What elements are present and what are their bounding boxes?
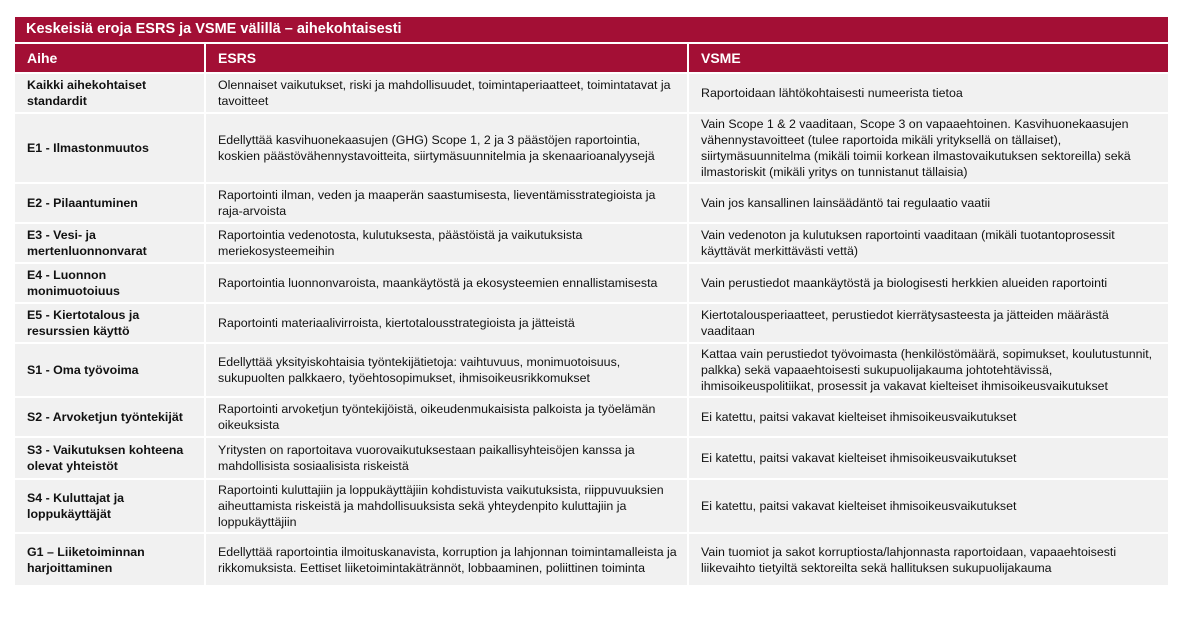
vsme-cell: Vain perustiedot maankäytöstä ja biologisesti herkkien alueiden raportointi [688, 263, 1168, 303]
esrs-cell: Edellyttää raportointia ilmoituskanavista, korruption ja lahjonnan toimintamalleista ja rikkomuksista. Eettiset liiketoimintakätrännöt, lobbaaminen, poliittinen toiminta [205, 533, 688, 585]
vsme-cell: Raportoidaan lähtökohtaisesti numeerista tietoa [688, 73, 1168, 113]
comparison-slide [15, 17, 1168, 585]
table-row [15, 263, 1168, 303]
esrs-cell: Raportointia luonnonvaroista, maankäytöstä ja ekosysteemien ennallistamisesta [205, 263, 688, 303]
table-row [15, 343, 1168, 397]
header-aihe: Aihe [15, 44, 205, 73]
esrs-cell: Raportointi arvoketjun työntekijöistä, oikeudenmukaisista palkoista ja työelämän oikeuksista [205, 397, 688, 437]
topic-cell: E5 - Kiertotalous ja resurssien käyttö [15, 303, 205, 343]
esrs-cell: Raportointia vedenotosta, kulutuksesta, päästöistä ja vaikutuksista meriekosysteemeihin [205, 223, 688, 263]
vsme-cell: Vain Scope 1 & 2 vaaditaan, Scope 3 on vapaaehtoinen. Kasvihuonekaasujen vähennystavoitteet (tulee raportoida mikäli yrityksellä on tällaiset), siirtymäsuunnitelma (mikäli toimii korkean ilmastovaikutuksen sektoreilla) sekä ilmastoriskit (mikäli yritys on tunnistanut tällaisia) [688, 113, 1168, 183]
esrs-cell: Edellyttää yksityiskohtaisia työntekijätietoja: vaihtuvuus, monimuotoisuus, sukupuolten palkkaero, työehtosopimukset, ihmisoikeusrikkomukset [205, 343, 688, 397]
topic-cell: E3 - Vesi- ja mertenluonnonvarat [15, 223, 205, 263]
topic-cell: S1 - Oma työvoima [15, 343, 205, 397]
vsme-cell: Vain jos kansallinen lainsäädäntö tai regulaatio vaatii [688, 183, 1168, 223]
vsme-cell: Kiertotalousperiaatteet, perustiedot kierrätysasteesta ja jätteiden määrästä vaaditaan [688, 303, 1168, 343]
esrs-cell: Edellyttää kasvihuonekaasujen (GHG) Scope 1, 2 ja 3 päästöjen raportointia, koskien päästövähennystavoitteita, siirtymäsuunnitelmia ja skenaarioanalyysejä [205, 113, 688, 183]
vsme-cell: Ei katettu, paitsi vakavat kielteiset ihmisoikeusvaikutukset [688, 397, 1168, 437]
esrs-cell: Raportointi ilman, veden ja maaperän saastumisesta, lieventämisstrategioista ja raja-arvoista [205, 183, 688, 223]
comparison-table [15, 44, 1168, 585]
table-row [15, 183, 1168, 223]
esrs-cell: Raportointi kuluttajiin ja loppukäyttäjiin kohdistuvista vaikutuksista, riippuvuuksien aiheuttamista riskeistä ja mahdollisuuksista sekä yhteydenpito kuluttajiin ja loppukäyttäjiin [205, 479, 688, 533]
vsme-cell: Kattaa vain perustiedot työvoimasta (henkilöstömäärä, sopimukset, koulutustunnit, palkka) sekä vapaaehtoisesti sukupuolijakauma johtotehtävissä, ihmisoikeuspolitiikat, prosessit ja vakavat kielteiset ihmisoikeusvaikutukset [688, 343, 1168, 397]
table-row [15, 73, 1168, 113]
vsme-cell: Vain tuomiot ja sakot korruptiosta/lahjonnasta raportoidaan, vapaaehtoisesti liikevaihto tietyiltä sektoreilta sekä hallituksen sukupuolijakauma [688, 533, 1168, 585]
table-row [15, 223, 1168, 263]
header-esrs: ESRS [205, 44, 688, 73]
header-row [15, 44, 1168, 73]
topic-cell: E2 - Pilaantuminen [15, 183, 205, 223]
topic-cell: G1 – Liiketoiminnan harjoittaminen [15, 533, 205, 585]
vsme-cell: Ei katettu, paitsi vakavat kielteiset ihmisoikeusvaikutukset [688, 437, 1168, 479]
topic-cell: E4 - Luonnon monimuotoiuus [15, 263, 205, 303]
topic-cell: S2 - Arvoketjun työntekijät [15, 397, 205, 437]
table-row [15, 437, 1168, 479]
table-row [15, 533, 1168, 585]
topic-cell: Kaikki aihekohtaiset standardit [15, 73, 205, 113]
table-row [15, 113, 1168, 183]
table-row [15, 303, 1168, 343]
table-title: Keskeisiä eroja ESRS ja VSME välillä – aihekohtaisesti [15, 17, 1168, 42]
esrs-cell: Olennaiset vaikutukset, riski ja mahdollisuudet, toimintaperiaatteet, toimintatavat ja tavoitteet [205, 73, 688, 113]
esrs-cell: Yritysten on raportoitava vuorovaikutuksestaan paikallisyhteisöjen kanssa ja mahdollisista sosiaalisista riskeistä [205, 437, 688, 479]
topic-cell: S3 - Vaikutuksen kohteena olevat yhteistöt [15, 437, 205, 479]
vsme-cell: Vain vedenoton ja kulutuksen raportointi vaaditaan (mikäli tuotantoprosessit käyttävät merkittävästi vettä) [688, 223, 1168, 263]
topic-cell: E1 - Ilmastonmuutos [15, 113, 205, 183]
topic-cell: S4 - Kuluttajat ja loppukäyttäjät [15, 479, 205, 533]
table-row [15, 479, 1168, 533]
table-row [15, 397, 1168, 437]
vsme-cell: Ei katettu, paitsi vakavat kielteiset ihmisoikeusvaikutukset [688, 479, 1168, 533]
header-vsme: VSME [688, 44, 1168, 73]
esrs-cell: Raportointi materiaalivirroista, kiertotalousstrategioista ja jätteistä [205, 303, 688, 343]
